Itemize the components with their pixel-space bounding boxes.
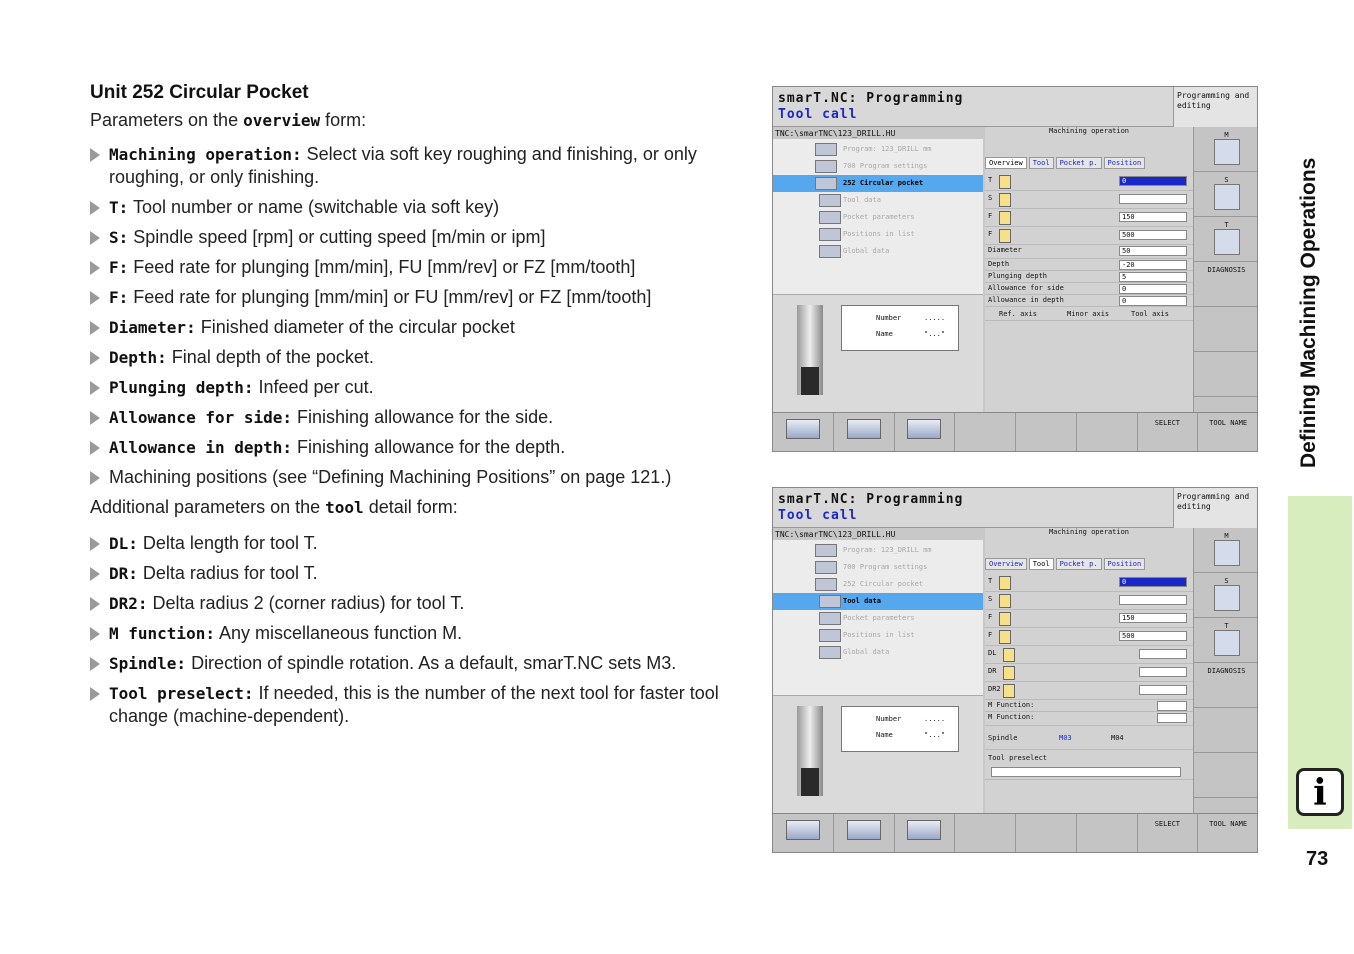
tool-preselect-row[interactable]: Tool preselect: [985, 750, 1193, 780]
section-heading: Unit 252 Circular Pocket: [90, 82, 309, 103]
list-item: Diameter: Finished diameter of the circular pocket: [90, 316, 750, 339]
program-tree: [773, 540, 983, 695]
tree-item[interactable]: Tool data: [773, 192, 983, 209]
softkey-s[interactable]: S: [1194, 172, 1258, 217]
parameter-form: [985, 528, 1193, 813]
file-path: TNC:\smarTNC\123_DRILL.HU: [775, 129, 896, 138]
screenshot-overview-form: smarT.NC: Programming Tool call Programming and editing TNC:\smarTNC\123_DRILL.HU Program: 123_DRILL mm 700 Program settings 252 Circular pocket Tool data Pocket parameters Positions in list Global data Number ..... Name "..." Machining operation Overview Tool Pocket p. Position T 0 S F 150 F 500 Diameter 50 Depth -20 Plunging depth 5 Allowance for side 0 Allowance in depth 0 Ref. axis Minor axis Tool axis M S T DIAGNOSIS SELECT TOOL NAME: [772, 86, 1258, 452]
vertical-softkeys: [1193, 528, 1258, 813]
tab-pocket[interactable]: Pocket p.: [1056, 157, 1102, 169]
field-row[interactable]: F 150: [985, 610, 1193, 628]
softkey-finishing[interactable]: [895, 413, 956, 452]
spindle-row[interactable]: Spindle M03 M04: [985, 726, 1193, 750]
softkey-diagnosis[interactable]: DIAGNOSIS: [1194, 262, 1258, 307]
field-row[interactable]: Plunging depth 5: [985, 271, 1193, 283]
field-row[interactable]: DR: [985, 664, 1193, 682]
list-item: Plunging depth: Infeed per cut.: [90, 376, 750, 399]
tool-intro: Additional parameters on the tool detail form:: [90, 497, 458, 517]
list-item: Allowance for side: Finishing allowance for the side.: [90, 406, 750, 429]
screenshot-tool-form: smarT.NC: Programming Tool call Programming and editing TNC:\smarTNC\123_DRILL.HU Program: 123_DRILL mm 700 Program settings 252 Circular pocket Tool data Pocket parameters Positions in list Global data Number ..... Name "..." Machining operation Overview Tool Pocket p. Position T 0 S F 150 F 500 DL DR DR2 M Function: M Function: Spindle M03 M04 Tool preselect M S T DIAGNOSIS SELECT TOOL NAME: [772, 487, 1258, 853]
field-row[interactable]: Allowance for side 0: [985, 283, 1193, 295]
tab-tool[interactable]: Tool: [1029, 157, 1054, 169]
softkey-select[interactable]: SELECT: [1138, 814, 1199, 853]
tab-pocket[interactable]: Pocket p.: [1056, 558, 1102, 570]
tree-item[interactable]: Global data: [773, 243, 983, 260]
tree-item[interactable]: 700 Program settings: [773, 559, 983, 576]
page-number: 73: [1306, 848, 1329, 870]
field-row[interactable]: S: [985, 592, 1193, 610]
info-icon: i: [1296, 768, 1344, 816]
form-tabs: [985, 157, 1193, 171]
program-tree: [773, 139, 983, 294]
list-item: DR2: Delta radius 2 (corner radius) for tool T.: [90, 592, 750, 615]
tree-item[interactable]: Global data: [773, 644, 983, 661]
field-row[interactable]: DR2: [985, 682, 1193, 700]
content-column: [90, 82, 750, 735]
tool-preview: Number ..... Name "...": [773, 695, 983, 813]
field-row[interactable]: Allowance in depth 0: [985, 295, 1193, 307]
mode-indicator: Programming and editing: [1173, 488, 1258, 528]
horizontal-softkeys: [773, 412, 1258, 452]
list-item: S: Spindle speed [rpm] or cutting speed [m/min or ipm]: [90, 226, 750, 249]
softkey-diagnosis[interactable]: DIAGNOSIS: [1194, 663, 1258, 708]
softkey-roughing[interactable]: [834, 814, 895, 853]
machining-operation-label: Machining operation: [1048, 528, 1130, 536]
list-item: F: Feed rate for plunging [mm/min] or FU [mm/rev] or FZ [mm/tooth]: [90, 286, 750, 309]
list-item: Allowance in depth: Finishing allowance for the depth.: [90, 436, 750, 459]
list-item: DR: Delta radius for tool T.: [90, 562, 750, 585]
field-row[interactable]: DL: [985, 646, 1193, 664]
list-item: Spindle: Direction of spindle rotation. As a default, smarT.NC sets M3.: [90, 652, 750, 675]
list-item: F: Feed rate for plunging [mm/min], FU [mm/rev] or FZ [mm/tooth]: [90, 256, 750, 279]
list-item: Depth: Final depth of the pocket.: [90, 346, 750, 369]
tree-item[interactable]: 700 Program settings: [773, 158, 983, 175]
softkey-roughing[interactable]: [834, 413, 895, 452]
tab-overview[interactable]: Overview: [985, 157, 1027, 169]
list-item: M function: Any miscellaneous function M.: [90, 622, 750, 645]
softkey-tool-name[interactable]: TOOL NAME: [1198, 413, 1258, 452]
softkey-roughing-finishing[interactable]: [773, 814, 834, 853]
softkey-roughing-finishing[interactable]: [773, 413, 834, 452]
field-row[interactable]: F 500: [985, 628, 1193, 646]
softkey-s[interactable]: S: [1194, 573, 1258, 618]
tree-item[interactable]: Program: 123_DRILL mm: [773, 141, 983, 158]
field-row[interactable]: M Function:: [985, 700, 1193, 712]
field-row[interactable]: F 150: [985, 209, 1193, 227]
list-item: DL: Delta length for tool T.: [90, 532, 750, 555]
horizontal-softkeys: [773, 813, 1258, 853]
tree-item-selected[interactable]: 252 Circular pocket: [773, 175, 983, 192]
tree-item-selected[interactable]: Tool data: [773, 593, 983, 610]
list-item: T: Tool number or name (switchable via soft key): [90, 196, 750, 219]
tree-item[interactable]: Positions in list: [773, 627, 983, 644]
field-row[interactable]: S: [985, 191, 1193, 209]
softkey-finishing[interactable]: [895, 814, 956, 853]
list-item: Tool preselect: If needed, this is the number of the next tool for faster tool change (machine-dependent).: [90, 682, 750, 728]
tree-item[interactable]: Pocket parameters: [773, 209, 983, 226]
field-row[interactable]: T 0: [985, 574, 1193, 592]
tree-item[interactable]: Program: 123_DRILL mm: [773, 542, 983, 559]
tree-item[interactable]: 252 Circular pocket: [773, 576, 983, 593]
field-row[interactable]: F 500: [985, 227, 1193, 245]
field-row[interactable]: T 0: [985, 173, 1193, 191]
tree-item[interactable]: Pocket parameters: [773, 610, 983, 627]
tool-param-list: [90, 532, 750, 728]
softkey-tool-name[interactable]: TOOL NAME: [1198, 814, 1258, 853]
overview-param-list: [90, 143, 750, 489]
overview-intro: Parameters on the overview form:: [90, 110, 367, 130]
form-tabs: [985, 558, 1193, 572]
tree-item[interactable]: Positions in list: [773, 226, 983, 243]
machining-operation-label: Machining operation: [1048, 127, 1130, 135]
field-row[interactable]: M Function:: [985, 712, 1193, 726]
vertical-softkeys: [1193, 127, 1258, 412]
tool-preview: Number ..... Name "...": [773, 294, 983, 412]
tab-position[interactable]: Position: [1104, 157, 1146, 169]
list-item: Machining operation: Select via soft key roughing and finishing, or only roughing, or only finishing.: [90, 143, 750, 189]
parameter-form: [985, 127, 1193, 412]
tab-position[interactable]: Position: [1104, 558, 1146, 570]
tab-overview[interactable]: Overview: [985, 558, 1027, 570]
mode-indicator: Programming and editing: [1173, 87, 1258, 127]
list-item: Machining positions (see “Defining Machining Positions” on page 121.): [90, 466, 750, 489]
softkey-m[interactable]: M: [1194, 127, 1258, 172]
tool-graphic: [797, 305, 823, 395]
softkey-t[interactable]: T: [1194, 217, 1258, 262]
softkey-select[interactable]: SELECT: [1138, 413, 1199, 452]
tool-graphic: [797, 706, 823, 796]
softkey-m[interactable]: M: [1194, 528, 1258, 573]
chapter-title: Defining Machining Operations: [1297, 157, 1320, 468]
file-path: TNC:\smarTNC\123_DRILL.HU: [775, 530, 896, 539]
softkey-t[interactable]: T: [1194, 618, 1258, 663]
field-row[interactable]: Depth -20: [985, 259, 1193, 271]
axis-header: Ref. axis Minor axis Tool axis: [985, 307, 1193, 321]
tab-tool[interactable]: Tool: [1029, 558, 1054, 570]
field-row[interactable]: Diameter 50: [985, 245, 1193, 259]
